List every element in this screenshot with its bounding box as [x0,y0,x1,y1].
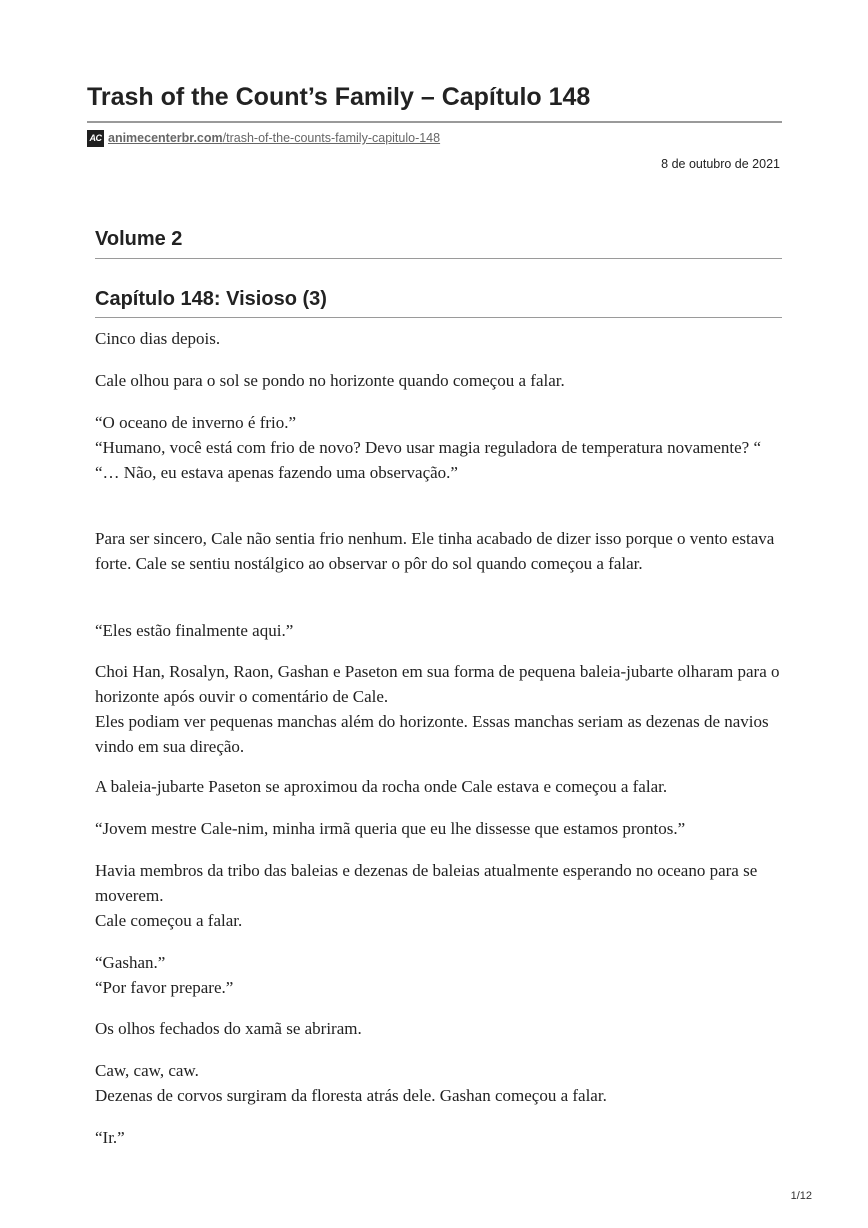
title-divider [87,121,782,123]
paragraph [95,526,785,576]
text-line: Para ser sincero, Cale não sentia frio nenhum. Ele tinha acabado de dizer isso porque o vento estava forte. Cale se sentiu nostálgico ao observar o pôr do sol quando começou a falar. [95,529,775,573]
page-title: Trash of the Count’s Family – Capítulo 148 [87,83,591,111]
text-line: Cale começou a falar. [95,911,243,930]
text-line: “Humano, você está com frio de novo? Devo usar magia reguladora de temperatura novamente? “ [95,438,762,457]
text-line: “… Não, eu estava apenas fazendo uma observação.” [95,463,458,482]
chapter-divider [95,317,782,318]
text-line: Havia membros da tribo das baleias e dezenas de baleias atualmente esperando no oceano para se moverem. [95,861,758,905]
source-link-row [87,129,440,147]
paragraph [95,950,785,1000]
text-line: Dezenas de corvos surgiram da floresta atrás dele. Gashan começou a falar. [95,1086,607,1105]
text-line: Caw, caw, caw. [95,1061,199,1080]
paragraph [95,368,785,393]
text-line: A baleia-jubarte Paseton se aproximou da rocha onde Cale estava e começou a falar. [95,777,668,796]
paragraph [95,816,785,841]
text-line: “Por favor prepare.” [95,978,234,997]
text-line: Os olhos fechados do xamã se abriram. [95,1019,362,1038]
paragraph [95,774,785,799]
paragraph [95,1058,785,1108]
chapter-heading: Capítulo 148: Visioso (3) [95,288,327,310]
site-logo-icon: AC [87,130,104,147]
page-number: 1/12 [790,1190,812,1202]
text-line: “Eles estão finalmente aqui.” [95,621,294,640]
paragraph [95,1016,785,1041]
paragraph [95,659,785,759]
text-line: Cale olhou para o sol se pondo no horizonte quando começou a falar. [95,371,565,390]
source-path: /trash-of-the-counts-family-capitulo-148 [222,131,441,145]
source-link[interactable] [108,131,440,145]
volume-divider [95,258,782,259]
paragraph [95,858,785,933]
source-domain: animecenterbr.com [108,131,223,145]
publish-date: 8 de outubro de 2021 [661,157,780,171]
paragraph [95,410,785,485]
text-line: Eles podiam ver pequenas manchas além do horizonte. Essas manchas seriam as dezenas de navios vindo em sua direção. [95,712,769,756]
text-line: Choi Han, Rosalyn, Raon, Gashan e Paseton em sua forma de pequena baleia-jubarte olharam para o horizonte após ouvir o comentário de Cale. [95,662,780,706]
paragraph [95,326,785,351]
paragraph [95,1125,785,1150]
text-line: “Ir.” [95,1128,125,1147]
text-line: “O oceano de inverno é frio.” [95,413,297,432]
text-line: “Gashan.” [95,953,166,972]
volume-heading: Volume 2 [95,228,183,250]
paragraph [95,618,785,643]
text-line: Cinco dias depois. [95,329,221,348]
text-line: “Jovem mestre Cale-nim, minha irmã queria que eu lhe dissesse que estamos prontos.” [95,819,686,838]
